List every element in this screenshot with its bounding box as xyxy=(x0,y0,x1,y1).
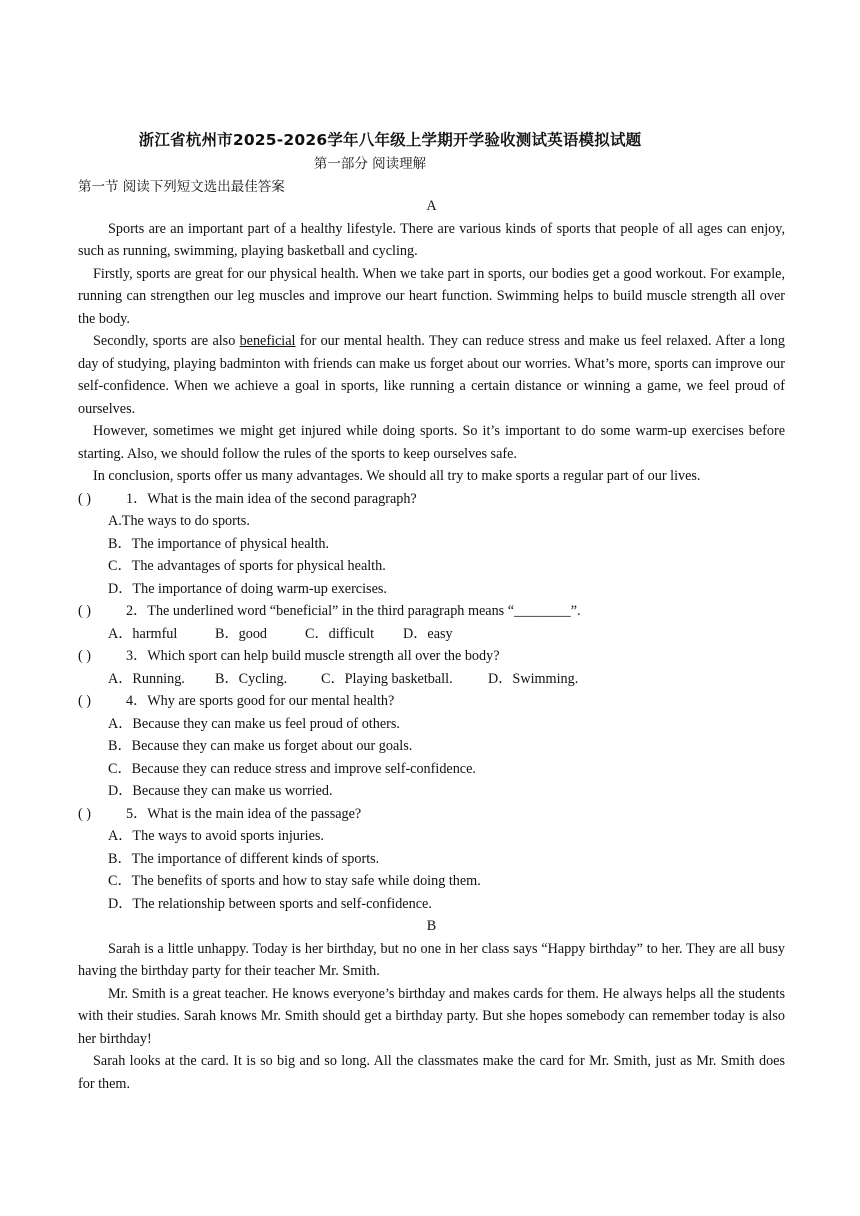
option-d: D．The importance of doing warm-up exercises. xyxy=(108,580,387,597)
question-stem: 2．The underlined word “beneficial” in the third paragraph means “________”. xyxy=(126,603,581,619)
option-b: B．Because they can make us forget about our goals. xyxy=(108,738,413,754)
option-c: C．Because they can reduce stress and improve self-confidence. xyxy=(108,760,476,777)
answer-blank: ( ) xyxy=(78,805,91,822)
passage-a-letter: A xyxy=(426,198,437,214)
option-d: D．The relationship between sports and self-confidence. xyxy=(108,895,432,912)
passage-b-paragraph-3: Sarah looks at the card. It is so big and so long. All the classmates make the card for Mr. Smith, just as Mr. Smith does for them. xyxy=(78,1053,785,1092)
part-heading: 第一部分 阅读理解 xyxy=(313,156,427,172)
p3-after: for our mental health. They can reduce stress and make us feel relaxed. After a long day of studying, playing badminton with friends can make us forget about our worries. What’s more, sports can improve our self-confidence. When we achieve a goal in sports, like running a certain distance or winning a game, we feel proud of ourselves. xyxy=(78,333,785,417)
question-5 xyxy=(78,803,785,826)
option-b: B．good xyxy=(215,625,268,642)
option-d: D．Because they can make us worried. xyxy=(108,783,333,799)
answer-blank: ( ) xyxy=(78,648,91,664)
option-c: C．The benefits of sports and how to stay safe while doing them. xyxy=(108,873,481,889)
exam-body xyxy=(78,195,785,1095)
option-a: A．The ways to avoid sports injuries. xyxy=(108,828,324,844)
p3-before: Secondly, sports are also xyxy=(93,333,240,349)
passage-a-paragraph-2: Firstly, sports are great for our physical health. When we take part in sports, our bodies get a good workout. For example, running can strengthen our leg muscles and improve our heart function. Swimming helps to build muscle strength all over the body. xyxy=(78,265,785,327)
option-a: A．Because they can make us feel proud of others. xyxy=(108,715,400,732)
option-c: C．difficult xyxy=(305,625,375,642)
option-b: B．The importance of physical health. xyxy=(108,535,330,552)
section-heading: 第一节 阅读下列短文选出最佳答案 xyxy=(78,179,285,195)
passage-b-letter: B xyxy=(426,918,437,934)
passage-a-paragraph-1: Sports are an important part of a healthy lifestyle. There are various kinds of sports that people of all ages can enjoy, such as running, swimming, playing basketball and cycling. xyxy=(78,220,785,259)
option-d: D．easy xyxy=(403,625,453,642)
question-3 xyxy=(78,645,785,668)
question-stem: 1．What is the main idea of the second paragraph? xyxy=(126,490,417,507)
question-stem: 4．Why are sports good for our mental health? xyxy=(126,693,395,709)
passage-a-paragraph-4: However, sometimes we might get injured while doing sports. So it’s important to do some warm-up exercises before starting. Also, we should follow the rules of the sports to keep ourselves safe. xyxy=(78,423,785,462)
question-stem: 3．Which sport can help build muscle strength all over the body? xyxy=(126,648,500,664)
option-c: C．The advantages of sports for physical health. xyxy=(108,558,386,574)
option-a: A．Running. xyxy=(108,670,185,687)
question-stem: 5．What is the main idea of the passage? xyxy=(126,805,362,822)
option-b: B．The importance of different kinds of sports. xyxy=(108,850,380,867)
option-d: D．Swimming. xyxy=(488,670,579,687)
exam-title xyxy=(0,128,860,150)
options-row xyxy=(78,623,785,646)
options-row xyxy=(78,668,785,691)
answer-blank: ( ) xyxy=(78,693,91,709)
passage-b-paragraph-2: Mr. Smith is a great teacher. He knows everyone’s birthday and makes cards for them. He always helps all the students with their studies. Sarah knows Mr. Smith should get a birthday party. But she hopes somebody can remember today is also her birthday! xyxy=(78,985,785,1047)
passage-b-paragraph-1: Sarah is a little unhappy. Today is her birthday, but no one in her class says “Happy birthday” to her. They are all busy having the birthday party for their teacher Mr. Smith. xyxy=(78,940,785,979)
passage-a-paragraph-3 xyxy=(78,330,785,420)
option-b: B．Cycling. xyxy=(215,670,288,687)
answer-blank: ( ) xyxy=(78,603,91,619)
answer-blank: ( ) xyxy=(78,490,91,507)
option-a: A．harmful xyxy=(108,625,178,642)
question-1 xyxy=(78,488,785,511)
option-a: A.The ways to do sports. xyxy=(108,513,250,529)
option-c: C．Playing basketball. xyxy=(321,670,453,687)
exam-title-text: 浙江省杭州市2025-2026学年八年级上学期开学验收测试英语模拟试题 xyxy=(138,131,642,149)
question-4 xyxy=(78,690,785,713)
underlined-word: beneficial xyxy=(239,333,296,349)
passage-a-paragraph-5: In conclusion, sports offer us many advantages. We should all try to make sports a regular part of our lives. xyxy=(93,468,701,484)
question-2 xyxy=(78,600,785,623)
